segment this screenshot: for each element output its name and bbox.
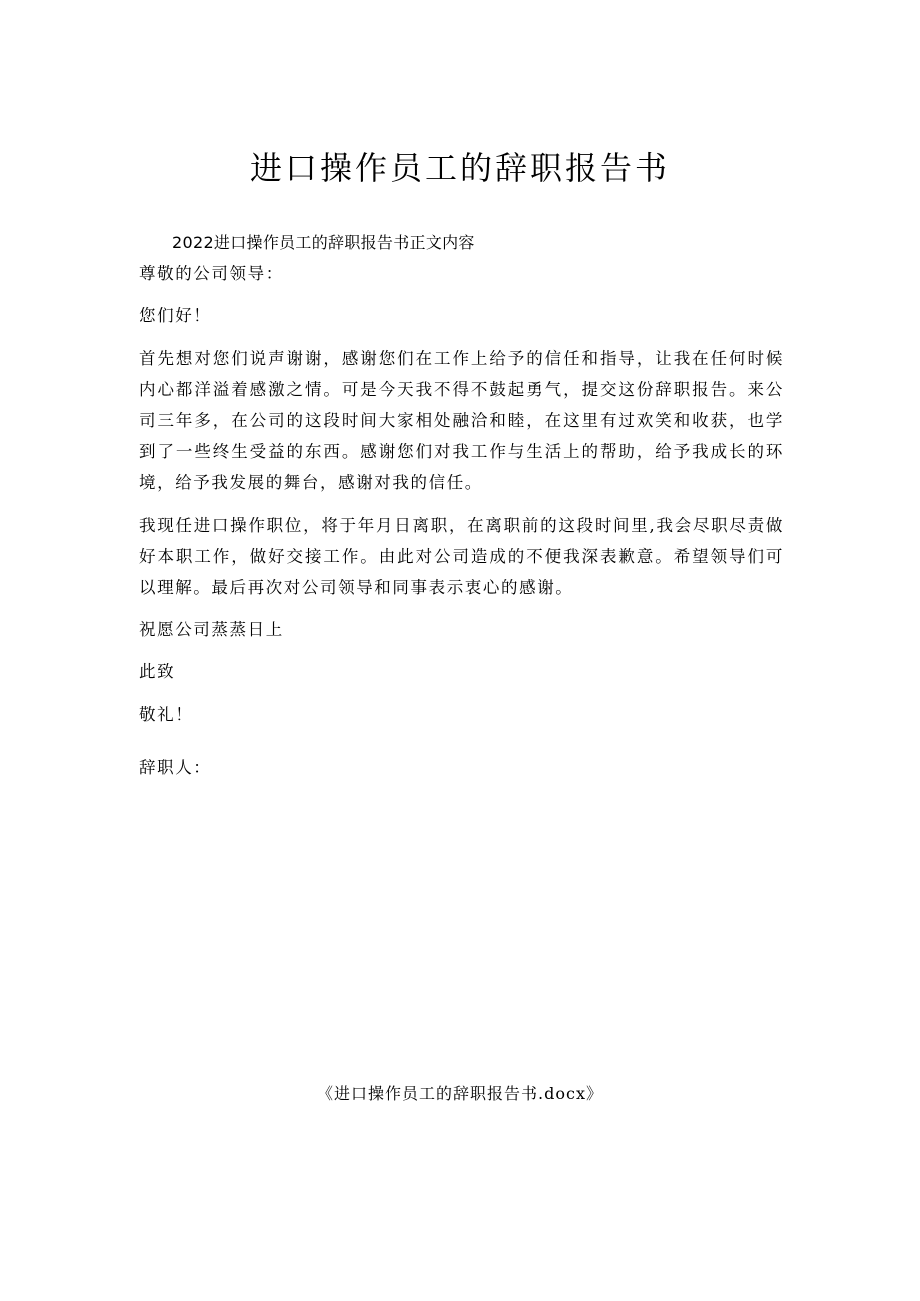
document-body — [139, 227, 784, 783]
greeting: 您们好！ — [139, 306, 212, 326]
document-title: 进口操作员工的辞职报告书 — [249, 149, 670, 187]
closing-line-2: 敬礼！ — [139, 704, 194, 724]
document-footer-filename: 《进口操作员工的辞职报告书.docx》 — [317, 1084, 603, 1103]
paragraph-2: 我现任进口操作职位，将于年月日离职，在离职前的这段时间里,我会尽职尽责做好本职工作，做好交接工作。由此对公司造成的不便我深表歉意。希望领导们可以理解。最后再次对公司领导和同事表示衷心的感谢。 — [139, 515, 784, 598]
signature-label: 辞职人： — [139, 757, 212, 777]
salutation: 尊敬的公司领导： — [139, 264, 284, 284]
wish-line: 祝愿公司蒸蒸日上 — [139, 620, 284, 640]
paragraph-1: 首先想对您们说声谢谢，感谢您们在工作上给予的信任和指导，让我在任何时候内心都洋溢着感激之情。可是今天我不得不鼓起勇气，提交这份辞职报告。来公司三年多，在公司的这段时间大家相处融洽和睦，在这里有过欢笑和收获，也学到了一些终生受益的东西。感谢您们对我工作与生活上的帮助，给予我成长的环境，给予我发展的舞台，感谢对我的信任。 — [139, 348, 784, 493]
document-subtitle: 2022进口操作员工的辞职报告书正文内容 — [172, 233, 475, 252]
closing-line-1: 此致 — [139, 662, 176, 682]
